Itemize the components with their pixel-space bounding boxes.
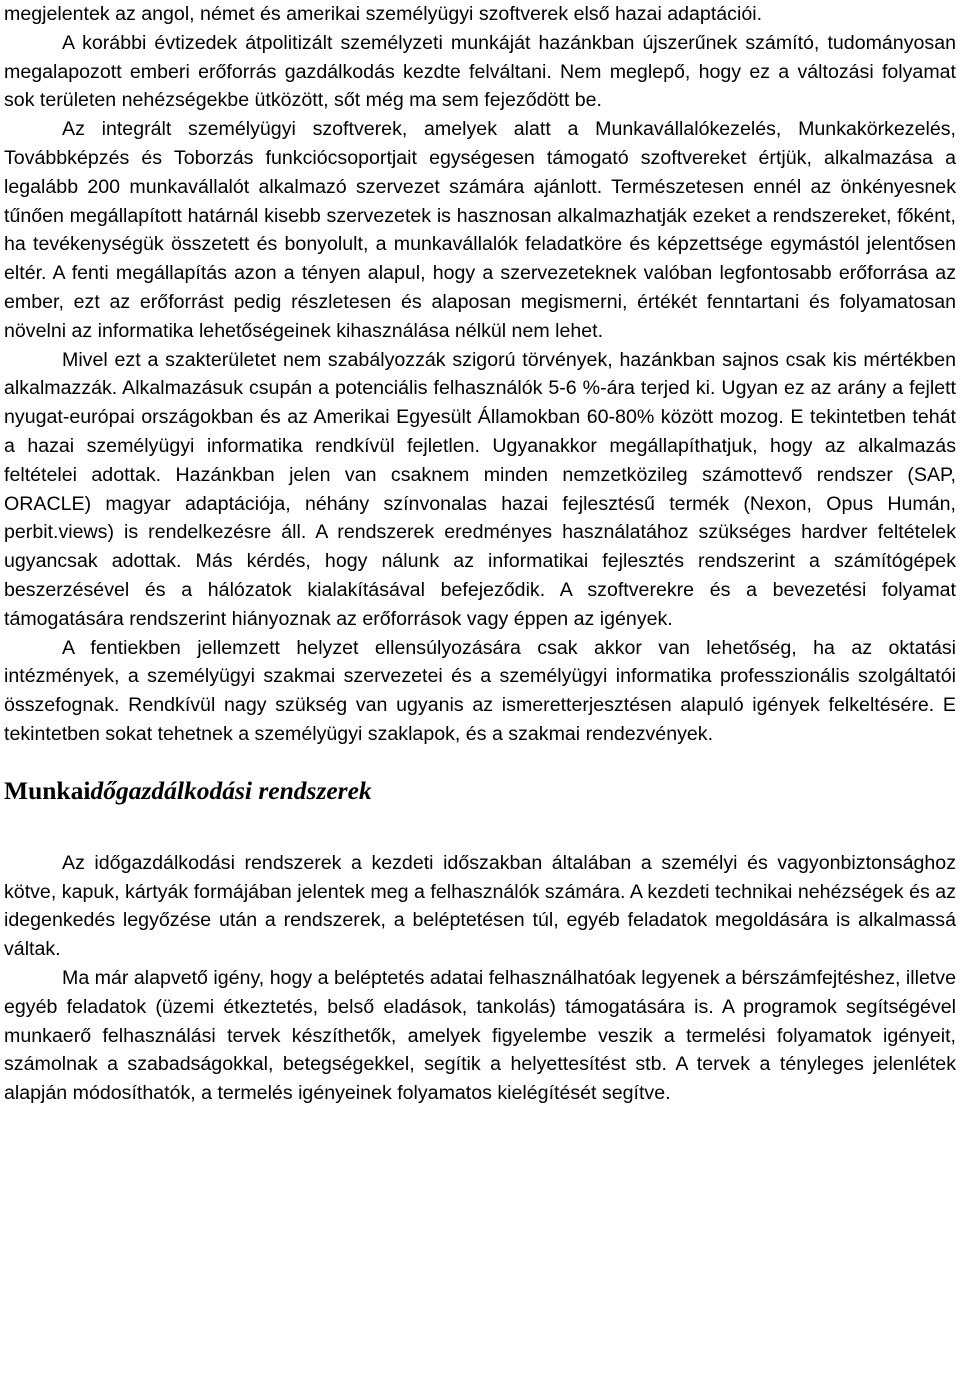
paragraph-hr-management-history: A korábbi évtizedek átpolitizált személyzeti munkáját hazánkban újszerűnek számító, tudományosan megalapozott emberi erőforrás gazdálkodás kezdte felváltani. Nem meglepő, hogy ez a változási folyamat sok területen nehézségekbe ütközött, sőt még ma sem fejeződött be. <box>4 31 956 112</box>
section-heading-italic: dőgazdálkodási rendszerek <box>90 775 372 805</box>
section-heading <box>4 773 956 809</box>
paragraph-adoption-rates: Mivel ezt a szakterületet nem szabályozzák szigorú törvények, hazánkban sajnos csak kis mértékben alkalmazzák. Alkalmazásuk csupán a potenciális felhasználók 5-6 %-ára terjed ki. Ugyan ez az arány a fejlett nyugat-európai országokban és az Amerikai Egyesült Államokban 60-80% között mozog. E tekintetben tehát a hazai személyügyi informatika rendkívül fejletlen. Ugyanakkor megállapíthatjuk, hogy az alkalmazás feltételei adottak. Hazánkban jelen van csaknem minden nemzetközileg számottevő rendszer (SAP, ORACLE) magyar adaptációja, néhány színvonalas hazai fejlesztésű termék (Nexon, Opus Humán, perbit.views) is rendelkezésre áll. A rendszerek eredményes használatához szükséges hardver feltételek ugyancsak adottak. Más kérdés, hogy nálunk az informatikai fejlesztés rendszerint a számítógépek beszerzésével és a hálózatok kialakításával befejeződik. A szoftverekre és a bevezetési folyamat támogatására rendszerint hiányoznak az erőforrások vagy éppen az igények. <box>4 348 956 630</box>
section-heading-plain: Munkai <box>4 775 91 805</box>
paragraph-integrated-hr-software: Az integrált személyügyi szoftverek, amelyek alatt a Munkavállalókezelés, Munkakörkezelés, Továbbképzés és Toborzás funkciócsoportjait egységesen támogató szoftvereket értjük, alkalmazása a legalább 200 munkavállalót alkalmazó szervezet számára ajánlott. Természetesen ennél az önkényesnek tűnően megállapított határnál kisebb szervezetek is hasznosan alkalmazhatják ezeket a rendszereket, főként, ha tevékenységük összetett és bonyolult, a munkavállalók feladatköre és képzettsége egymástól jelentősen eltér. A fenti megállapítás azon a tényen alapul, hogy a szervezeteknek valóban legfontosabb erőforrása az ember, ezt az erőforrást pedig részletesen és alaposan megismerni, értékét fenntartani és folyamatosan növelni az informatika lehetőségeinek kihasználása nélkül nem lehet. <box>4 118 956 342</box>
document-page <box>4 0 956 1400</box>
paragraph-time-management-intro: Az időgazdálkodási rendszerek a kezdeti időszakban általában a személyi és vagyonbiztonsághoz kötve, kapuk, kártyák formájában jelentek meg a felhasználók számára. A kezdeti technikai nehézségek és az idegenkedés legyőzése után a rendszerek, a beléptetésen túl, egyéb feladatok megoldására is alkalmassá váltak. <box>4 851 956 961</box>
paragraph-time-management-uses: Ma már alapvető igény, hogy a beléptetés adatai felhasználhatóak legyenek a bérszámfejtéshez, illetve egyéb feladatok (üzemi étkeztetés, belső eladások, tankolás) támogatására is. A programok segítségével munkaerő felhasználási tervek készíthetők, amelyek figyelembe veszik a termelési folyamatok igényeit, számolnak a szabadságokkal, betegségekkel, segítik a helyettesítést stb. A tervek a tényleges jelenlétek alapján módosíthatók, a termelés igényeinek folyamatos kielégítését segítve. <box>4 966 956 1105</box>
paragraph-intro-continuation: megjelentek az angol, német és amerikai személyügyi szoftverek első hazai adaptációi. <box>4 3 763 25</box>
paragraph-remedy: A fentiekben jellemzett helyzet ellensúlyozására csak akkor van lehetőség, ha az oktatási intézmények, a személyügyi szakmai szervezetei és a személyügyi informatika professzionális szolgáltatói összefognak. Rendkívül nagy szükség van ugyanis az ismeretterjesztésen alapuló igények felkeltésére. E tekintetben sokat tehetnek a személyügyi szaklapok, és a szakmai rendezvények. <box>4 636 956 745</box>
